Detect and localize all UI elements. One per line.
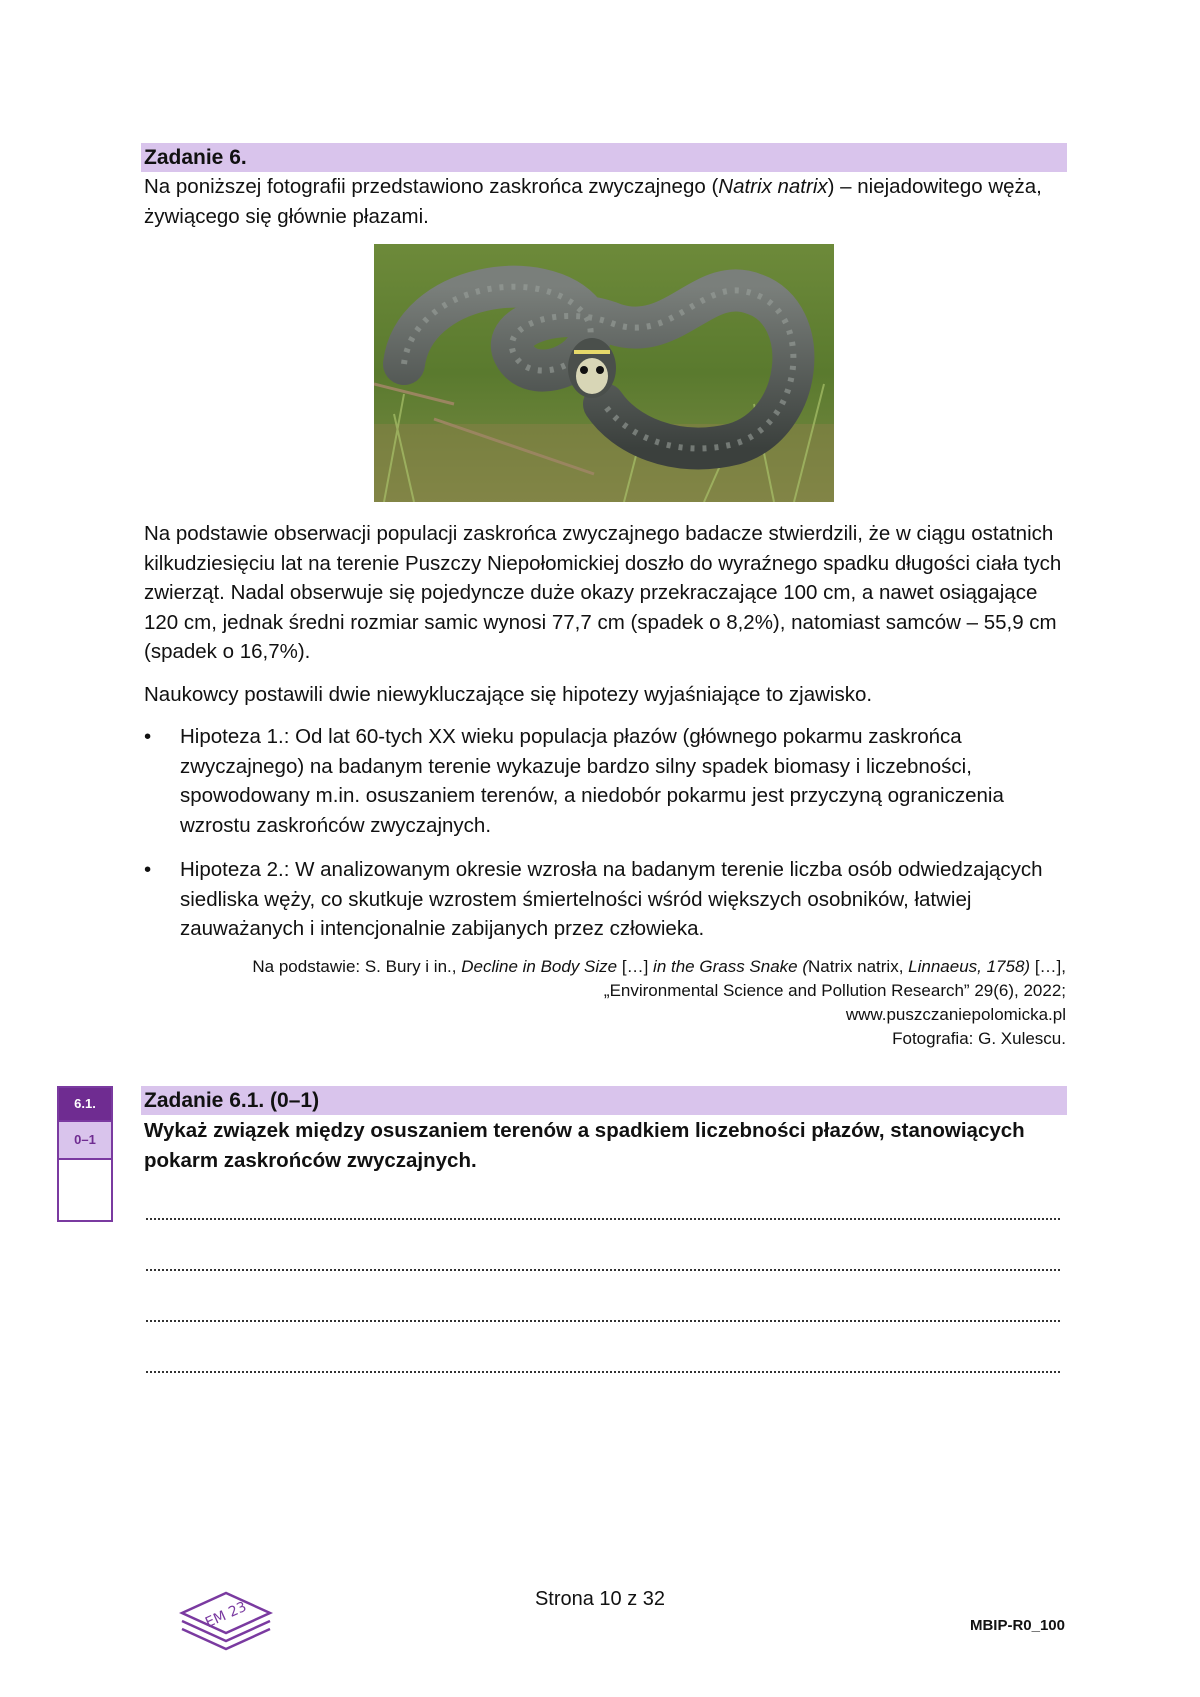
bullet-icon: •	[144, 858, 152, 881]
subtask-title: Zadanie 6.1. (0–1)	[144, 1089, 320, 1112]
intro-text-cont: ) – niejadowitego węża, żywiącego się głównie płazami.	[144, 175, 1042, 228]
subtask-header	[141, 1086, 1067, 1115]
source-ellipsis: […]	[617, 957, 654, 976]
page-number: Strona 10 z 32	[534, 1588, 666, 1610]
bullet-icon: •	[144, 725, 152, 748]
paragraph-hypotheses-intro: Naukowcy postawili dwie niewykluczające się hipotezy wyjaśniające to zjawisko.	[144, 683, 873, 706]
score-entry-field[interactable]	[59, 1160, 111, 1220]
species-name: Natrix natrix	[718, 175, 828, 198]
subtask-question: Wykaż związek między osuszaniem terenów a spadkiem liczebności płazów, stanowiących pokarm zaskrońców zwyczajnych.	[144, 1119, 1025, 1172]
score-number: 6.1.	[59, 1088, 111, 1120]
source-prefix: Na podstawie: S. Bury i in.,	[252, 957, 462, 976]
task-header	[141, 143, 1067, 172]
source-species: Natrix natrix,	[808, 957, 909, 976]
paragraph-observations: Na podstawie obserwacji populacji zaskrońca zwyczajnego badacze stwierdzili, że w ciągu ostatnich kilkudziesięciu lat na terenie Puszczy Niepołomickiej doszło do wyraźnego spadku długości ciała tych zwierząt. Nadal obserwuje się pojedyncze duże okazy przekraczające 100 cm, a nawet osiągające 120 cm, jednak średni rozmiar samic wynosi 77,7 cm (spadek o 8,2%), natomiast samców – 55,9 cm (spadek o 16,7%).	[144, 522, 1062, 663]
source-title: in the Grass Snake (	[653, 957, 809, 976]
exam-code: MBIP-R0_100	[969, 1617, 1065, 1634]
svg-text:EM 23: EM 23	[203, 1598, 249, 1632]
hypothesis-text: Hipoteza 2.: W analizowanym okresie wzrosła na badanym terenie liczba osób odwiedzających siedliska węży, co skutkuje wzrostem śmiertelności wśród większych osobników, łatwiej zauważanych i intencjonalnie zabijanych przez człowieka.	[180, 858, 1043, 940]
task-title: Zadanie 6.	[144, 146, 247, 169]
hypothesis-text: Hipoteza 1.: Od lat 60-tych XX wieku populacja płazów (głównego pokarmu zaskrońca zwyczajnego) na badanym terenie wykazuje bardzo silny spadek biomasy i liczebności, spowodowany m.in. osuszaniem terenów, a niedobór pokarmu jest przyczyną ograniczenia wzrostu zaskrońców zwyczajnych.	[180, 725, 1004, 837]
source-title: Linnaeus, 1758)	[908, 957, 1031, 976]
answer-line[interactable]	[146, 1320, 1060, 1322]
answer-line[interactable]	[146, 1218, 1060, 1220]
source-line-4: Fotografia: G. Xulescu.	[892, 1029, 1066, 1048]
source-line-2: „Environmental Science and Pollution Research” 29(6), 2022;	[603, 981, 1066, 1000]
source-line-1	[252, 955, 1066, 979]
source-ellipsis: […],	[1030, 957, 1066, 976]
snake-photo	[374, 244, 834, 502]
answer-line[interactable]	[146, 1371, 1060, 1373]
source-line-3: www.puszczaniepolomicka.pl	[845, 1005, 1066, 1024]
task-intro	[144, 172, 1074, 231]
score-points: 0–1	[59, 1120, 111, 1160]
answer-line[interactable]	[146, 1269, 1060, 1271]
score-box	[57, 1086, 113, 1222]
source-title: Decline in Body Size	[461, 957, 618, 976]
intro-text: Na poniższej fotografii przedstawiono zaskrońca zwyczajnego (	[144, 175, 719, 198]
